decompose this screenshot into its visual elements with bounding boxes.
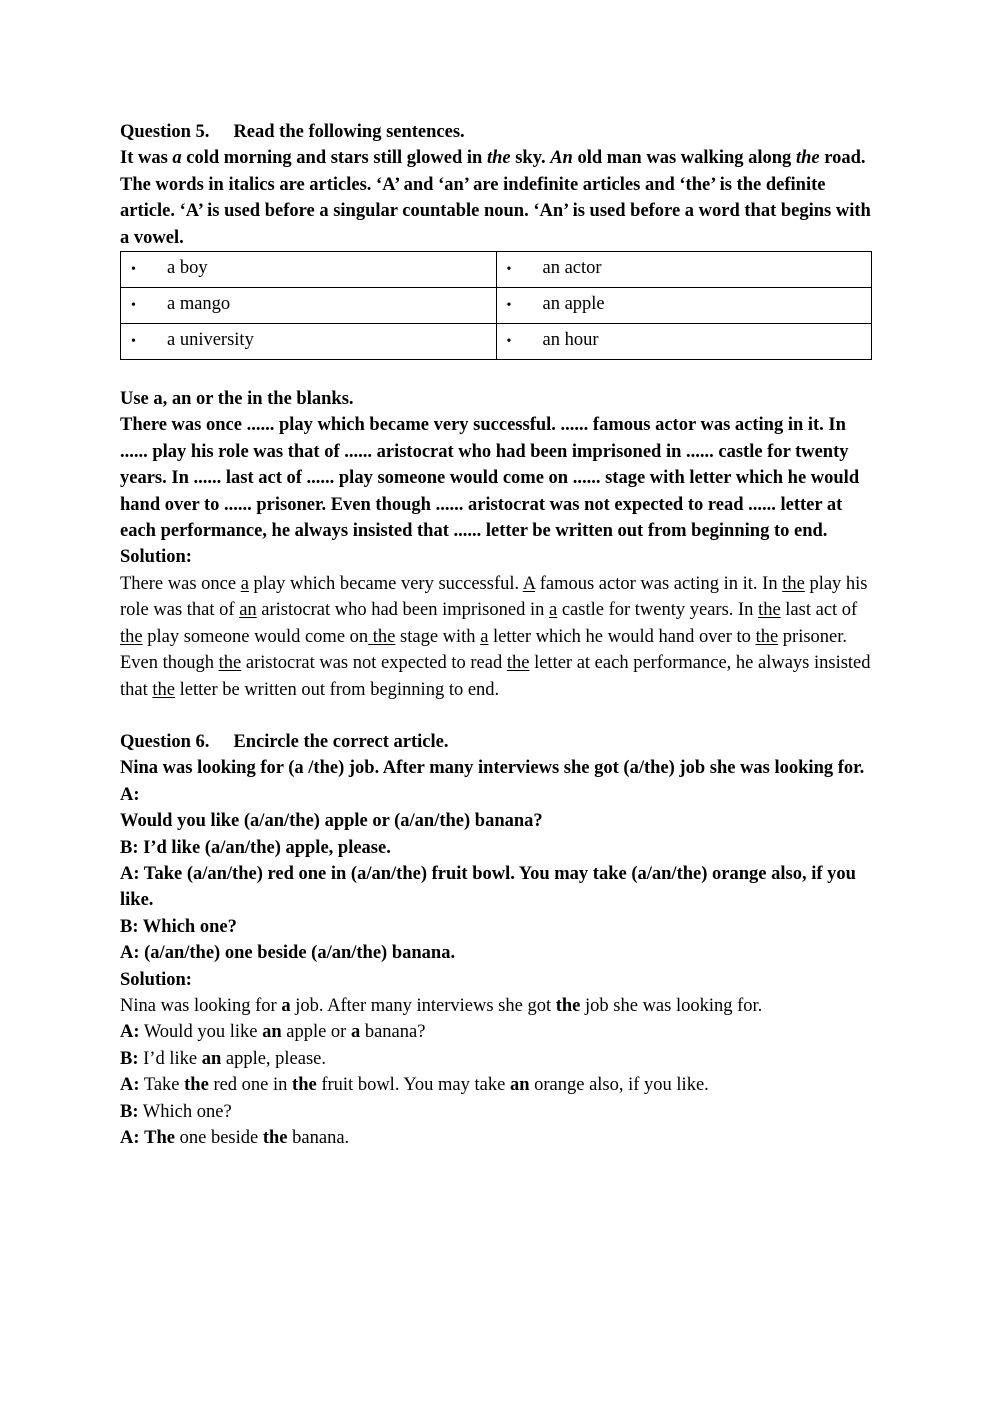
answer-article: the (755, 626, 779, 647)
answer-article: the (758, 600, 781, 621)
answer-article: a (480, 626, 489, 647)
answer-article: the (184, 1075, 209, 1096)
example-text: old man was walking along (572, 148, 796, 169)
answer-article: the (152, 679, 175, 700)
cell-text: a boy (167, 258, 208, 279)
answer-article: the (368, 626, 396, 647)
solution-text: letter which he would hand over to (488, 626, 756, 647)
solution-text: I’d like (138, 1048, 202, 1069)
answer-article: a (548, 600, 558, 621)
example-text: road. (819, 148, 866, 169)
bullet-icon: • (506, 262, 512, 278)
bullet-icon: • (131, 298, 136, 314)
question-number: Question 6. (120, 731, 210, 752)
cell-text: an actor (542, 258, 602, 279)
solution-line (120, 1019, 872, 1045)
answer-article: the (120, 626, 143, 647)
question-6-heading (120, 729, 872, 755)
solution-text: prisoner. Even though (120, 626, 848, 674)
answer-article: the (555, 995, 581, 1016)
italic-article: the (795, 148, 820, 169)
instruction: Use a, an or the in the blanks. (120, 389, 354, 410)
exercise-line: B: I’d like (a/an/the) apple, please. (120, 837, 391, 858)
solution-text: play someone would come on (142, 626, 369, 647)
solution-text: Would you like (139, 1022, 263, 1043)
answer-article: A (522, 573, 536, 594)
table-cell (496, 252, 872, 288)
cell-text: a mango (167, 294, 231, 315)
solution-text: play which became very successful. (248, 573, 523, 594)
solution-line (120, 1072, 872, 1098)
speaker-label: A: (120, 1128, 140, 1148)
solution-text: letter at each performance, he always insisted that (120, 653, 871, 700)
answer-article: a (240, 573, 249, 594)
cell-text: an hour (542, 330, 599, 351)
italic-article: a (172, 148, 182, 169)
exercise-line: A: (120, 784, 140, 805)
solution-text: Which one? (138, 1101, 232, 1122)
solution-line (120, 993, 872, 1019)
example-sentence (120, 145, 872, 171)
document-page (120, 119, 872, 1151)
bullet-icon: • (506, 298, 512, 314)
cell-text: an apple (542, 294, 605, 315)
example-text: It was (120, 148, 173, 169)
bullet-icon: • (131, 262, 136, 278)
exercise-line: Would you like (a/an/the) apple or (a/an/the) banana? (120, 811, 543, 832)
answer-article: an (239, 600, 257, 621)
answer-article: an (201, 1048, 222, 1069)
solution-text: play his role was that of (120, 573, 868, 621)
solution-text: Nina was looking for (120, 995, 282, 1016)
question-number: Question 5. (120, 122, 210, 142)
answer-article: an (262, 1022, 282, 1043)
solution-text: banana? (360, 1022, 426, 1043)
solution-text: aristocrat who had been imprisoned in (256, 600, 549, 621)
example-text: cold morning and stars still glowed in (181, 148, 487, 169)
solution-text: stage with (395, 626, 481, 647)
speaker-label: B: (120, 1048, 139, 1069)
solution-text: There was once (120, 573, 241, 594)
question-title: Encircle the correct article. (233, 731, 449, 752)
exercise-line: A: (a/an/the) one beside (a/an/the) banana. (120, 943, 456, 964)
solution-line (120, 1125, 872, 1151)
solution-text: letter be written out from beginning to end. (174, 679, 500, 700)
answer-article: the (262, 1128, 288, 1148)
solution-label: Solution: (120, 969, 192, 990)
solution-line (120, 1099, 872, 1125)
solution-label: Solution: (120, 547, 192, 568)
solution-text: banana. (287, 1128, 350, 1148)
table-cell (496, 324, 872, 360)
articles-table (120, 251, 872, 360)
bullet-icon: • (506, 334, 512, 350)
table-cell (121, 288, 497, 324)
table-cell (496, 288, 872, 324)
answer-article: the (506, 653, 530, 674)
solution-text: fruit bowl. You may take (316, 1075, 510, 1096)
solution-text: Take (139, 1075, 185, 1096)
answer-article: The (144, 1128, 175, 1148)
speaker-label: B: (120, 1101, 139, 1122)
solution-text: job. After many interviews she got (290, 995, 556, 1016)
solution-text: job she was looking for. (580, 995, 763, 1016)
table-row (121, 288, 872, 324)
italic-article: the (486, 148, 511, 169)
solution-text: red one in (208, 1075, 293, 1096)
bullet-icon: • (131, 334, 136, 350)
solution-text: one beside (175, 1128, 263, 1148)
answer-article: a (350, 1022, 361, 1043)
answer-article: the (218, 653, 242, 674)
speaker-label: A: (120, 1022, 140, 1043)
table-cell (121, 324, 497, 360)
solution-text: aristocrat was not expected to read (241, 653, 507, 674)
articles-explanation: The words in italics are articles. ‘A’ and ‘an’ are indefinite articles and ‘the’ is the definite article. ‘A’ is used before a singular countable noun. ‘An’ is used before a word that begins with a vowel. (120, 174, 871, 248)
table-row (121, 324, 872, 360)
table-cell (121, 252, 497, 288)
solution-text: famous actor was acting in it. In (535, 573, 783, 594)
solution-text: castle for twenty years. In (557, 600, 759, 621)
question-5-heading (120, 119, 872, 145)
exercise-line: A: Take (a/an/the) red one in (a/an/the) fruit bowl. You may take (a/an/the) orange also, if you like. (120, 863, 856, 911)
solution-text: last act of (780, 600, 858, 621)
exercise-paragraph: There was once ...... play which became very successful. ...... famous actor was acting in it. In ...... play his role was that of ...... aristocrat who had been imprisoned in ...... castle for twenty years. In ...... last act of ...... play someone would come on ...... stage with letter which he would hand over to ...... prisoner. Even though ...... aristocrat was not expected to read ...... letter at each performance, he always insisted that ...... letter be written out from beginning to end. (120, 415, 860, 542)
question-title: Read the following sentences. (233, 122, 465, 142)
solution-text: orange also, if you like. (529, 1075, 709, 1096)
answer-article: an (509, 1075, 530, 1096)
exercise-line: Nina was looking for (a /the) job. After many interviews she got (a/the) job she was looking for. (120, 758, 865, 779)
solution-text: apple, please. (221, 1048, 327, 1069)
exercise-line: B: Which one? (120, 916, 237, 937)
example-text: sky. (510, 148, 551, 169)
answer-article: the (782, 573, 805, 594)
italic-article: An (550, 148, 573, 169)
answer-article: the (292, 1075, 317, 1096)
table-row (121, 252, 872, 288)
solution-text: apple or (281, 1022, 351, 1043)
answer-article: a (281, 995, 291, 1016)
cell-text: a university (167, 330, 254, 351)
solution-line (120, 1046, 872, 1072)
solution-paragraph (120, 571, 872, 703)
speaker-label: A: (120, 1075, 140, 1096)
